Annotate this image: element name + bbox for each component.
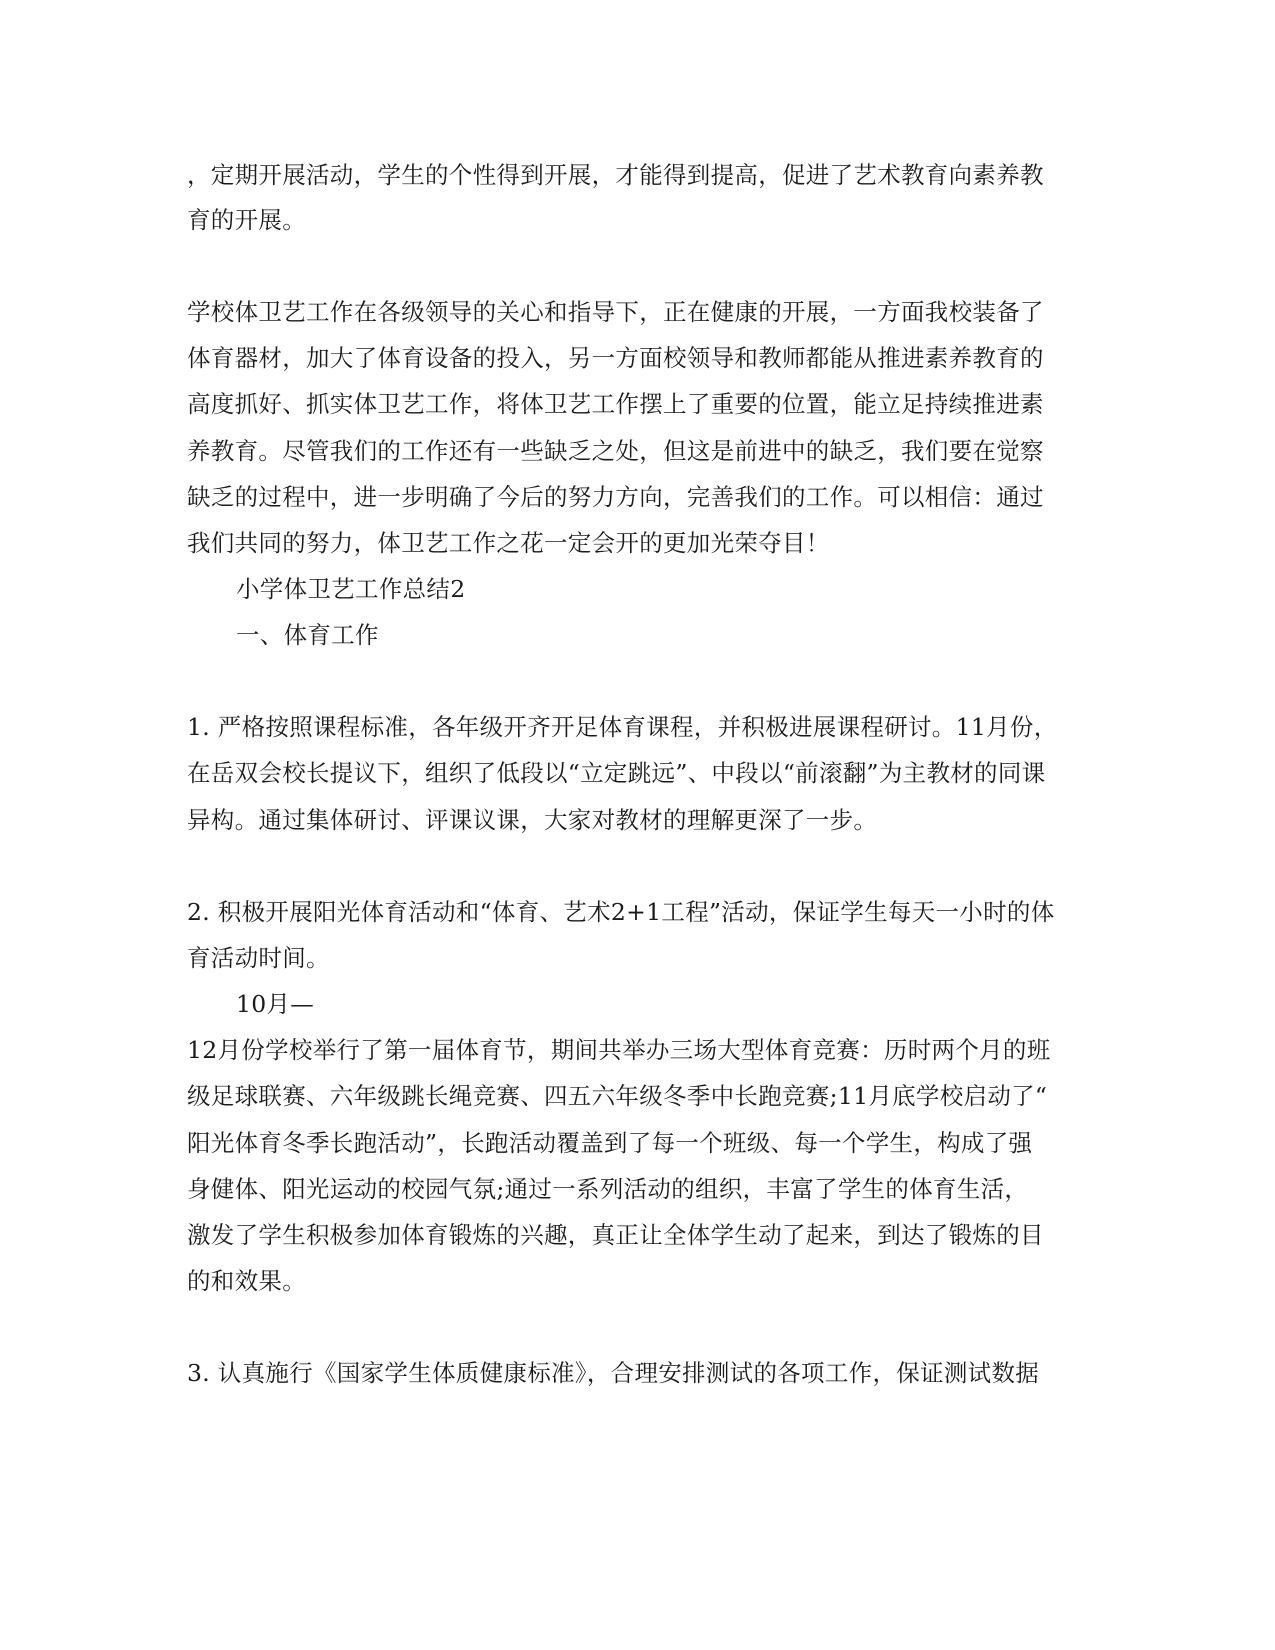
text-line: 的和效果。 [187,1267,306,1295]
text-line: 10月— [236,990,315,1018]
text-line: 激发了学生积极参加体育锻炼的兴趣，真正让全体学生动了起来，到达了锻炼的目 [187,1221,1044,1249]
text-line: 异构。通过集体研讨、评课议课，大家对教材的理解更深了一步。 [187,806,878,834]
text-line: 2. 积极开展阳光体育活动和“体育、艺术2+1工程”活动，保证学生每天一小时的体 [187,898,1055,926]
text-line: 学校体卫艺工作在各级领导的关心和指导下，正在健康的开展，一方面我校装备了 [187,298,1044,326]
text-line: 缺乏的过程中，进一步明确了今后的努力方向，完善我们的工作。可以相信：通过 [187,483,1044,511]
text-line: ，定期开展活动，学生的个性得到开展，才能得到提高，促进了艺术教育向素养教 [187,161,1044,189]
text-line: 育的开展。 [187,206,306,234]
section-heading: 一、体育工作 [236,621,379,649]
text-line: 12月份学校举行了第一届体育节，期间共举办三场大型体育竞赛：历时两个月的班 [187,1036,1051,1064]
section-title: 小学体卫艺工作总结2 [236,575,466,603]
text-line: 身健体、阳光运动的校园气氛;通过一系列活动的组织，丰富了学生的体育生活， [187,1175,1029,1203]
text-line: 高度抓好、抓实体卫艺工作，将体卫艺工作摆上了重要的位置，能立足持续推进素 [187,390,1044,418]
text-line: 3. 认真施行《国家学生体质健康标准》，合理安排测试的各项工作，保证测试数据 [187,1359,1040,1387]
text-line: 级足球联赛、六年级跳长绳竞赛、四五六年级冬季中长跑竞赛;11月底学校启动了“ [187,1082,1048,1110]
text-line: 在岳双会校长提议下，组织了低段以“立定跳远”、中段以“前滚翻”为主教材的同课 [187,759,1046,787]
text-line: 我们共同的努力，体卫艺工作之花一定会开的更加光荣夺目！ [187,529,830,557]
text-line: 阳光体育冬季长跑活动”，长跑活动覆盖到了每一个班级、每一个学生，构成了强 [187,1129,1033,1157]
text-line: 育活动时间。 [187,944,330,972]
text-line: 1. 严格按照课程标准，各年级开齐开足体育课程，并积极进展课程研讨。11月份， [187,713,1058,741]
text-line: 体育器材，加大了体育设备的投入，另一方面校领导和教师都能从推进素养教育的 [187,344,1044,372]
text-line: 养教育。尽管我们的工作还有一些缺乏之处，但这是前进中的缺乏，我们要在觉察 [187,437,1044,465]
